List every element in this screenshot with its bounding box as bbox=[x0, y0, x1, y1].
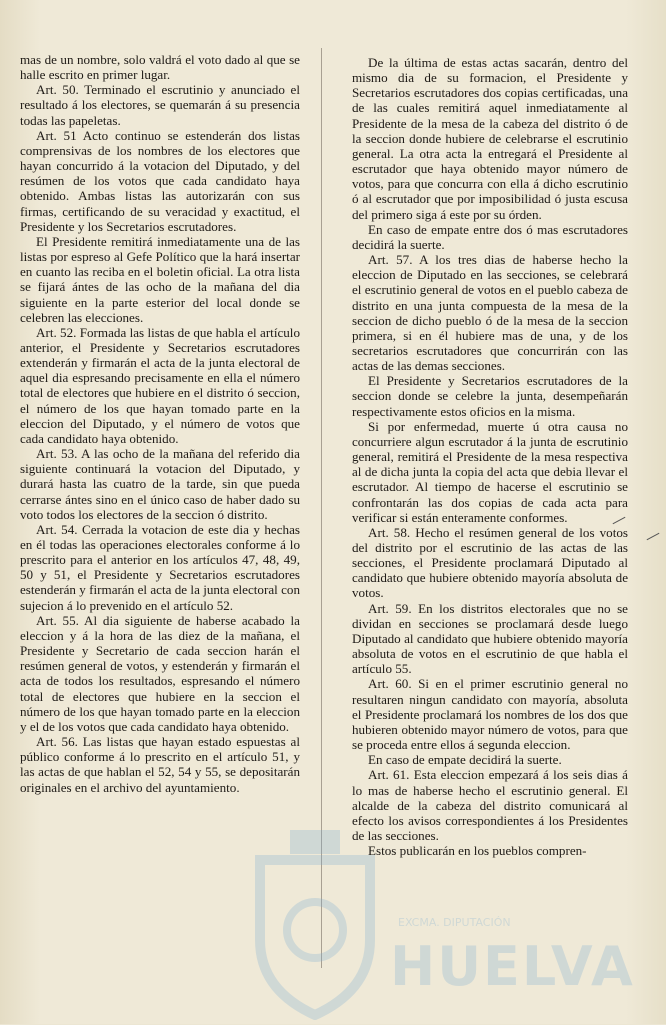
watermark-text: HUELVA bbox=[390, 935, 635, 998]
paragraph: Art. 52. Formada las listas de que habla el artículo anterior, el Presidente y Secretarios escrutadores extenderán y firmarán el acta de la junta electoral de aquel dia espresando precisamente en ella el número total de electores que hubiere en el distrito ó seccion, el número de los que hayan tomado parte en la eleccion del Diputado, y el número de votos que cada candidato haya obtenido. bbox=[20, 324, 300, 446]
paragraph: Art. 55. Al dia siguiente de haberse acabado la eleccion y á la hora de las diez de la mañana, el Presidente y Secretario de cada seccion harán el resúmen general de votos, y estenderán y firmarán el acta de todos los resultados, espresando el número total de electores que hubiere en la seccion el número de los que hayan tomado parte en la eleccion y el de los votos que cada candidato haya obtenido. bbox=[20, 612, 300, 734]
left-text-column bbox=[20, 52, 300, 795]
paragraph: Art. 61. Esta eleccion empezará á los seis dias á lo mas de haberse hecho el escrutinio general. El alcalde de la cabeza del distrito comunicará al efecto los avisos correspondientes á los Presidentes de las secciones. bbox=[352, 767, 628, 843]
paragraph: De la última de estas actas sacarán, dentro del mismo dia de su formacion, el Presidente y Secretarios escrutadores dos copias certificadas, una de las cuales remitirá aquel inmediatamente al Presidente de la mesa de la cabeza del distrito ó de la seccion donde hubiere de celebrarse el escrutinio general. La otra acta la entregará el Presidente al escrutador que haya obtenido mayor número de votos, para que concurra con ella á dicho escrutinio ó al escrutador que por imposibilidad ó justa escusa del primero siga á este por su órden. bbox=[352, 55, 628, 222]
paragraph: Art. 53. A las ocho de la mañana del referido dia siguiente continuará la votacion del Diputado, y durará hasta las cuatro de la tarde, sin que pueda cerrarse ántes sino en el único caso de haber dado su voto todos los electores de la seccion ó distrito. bbox=[20, 446, 300, 522]
paragraph: Art. 59. En los distritos electorales que no se dividan en secciones se proclamará desde luego Diputado al candidato que hubiere obtenido mayoría absoluta de votos en el escrutinio de que habla el artículo 55. bbox=[352, 600, 628, 677]
column-divider bbox=[321, 48, 322, 968]
watermark-small-text: EXCMA. DIPUTACIÓN bbox=[398, 916, 511, 929]
paragraph: Art. 51 Acto continuo se estenderán dos listas comprensivas de los nombres de los electores que hayan concurrido á la votacion del Diputado, y del resúmen de los votos que cada candidato haya obtenido. Ambas listas las autorizarán con sus firmas, certificando de su veracidad y exactitud, el Presidente y los Secretarios escrutadores. bbox=[20, 127, 300, 234]
paragraph: Si por enfermedad, muerte ú otra causa no concurriere algun escrutador á la junta de escrutinio general, remitirá el Presidente de la mesa respectiva al de dicha junta la copia del acta que debia llevar el escrutador. Al tiempo de hacerse el escrutinio se confrontarán las dos copias de cada acta para verificar si están enteramente conformes. bbox=[352, 418, 628, 525]
paragraph: mas de un nombre, solo valdrá el voto dado al que se halle escrito en primer lugar. bbox=[20, 52, 300, 83]
paragraph: Art. 58. Hecho el resúmen general de los votos del distrito por el escrutinio de las actas de las secciones, el Presidente proclamará Diputado al candidato que hubiere obtenido mayoría absoluta de votos. bbox=[352, 524, 628, 601]
paragraph: El Presidente y Secretarios escrutadores de la seccion donde se celebre la junta, desempeñarán respectivamente estos oficios en la misma. bbox=[352, 373, 628, 419]
paragraph: En caso de empate entre dos ó mas escrutadores decidirá la suerte. bbox=[352, 221, 628, 252]
paragraph: Art. 54. Cerrada la votacion de este dia y hechas en él todas las operaciones electorales conforme á lo prescrito para el anterior en los artículos 47, 48, 49, 50 y 51, el Presidente y Secretarios escrutadores estenderán y firmarán el acta de la junta electoral con sujecion á lo prevenido en el artículo 52. bbox=[20, 521, 300, 613]
paragraph: Art. 60. Si en el primer escrutinio general no resultaren ningun candidato con mayoría, absoluta el Presidente proclamará los nombres de los dos que hubieren obtenido mayor número de votos, para que se proceda entre ellos á segunda eleccion. bbox=[352, 676, 628, 753]
right-text-column bbox=[352, 55, 628, 858]
margin-mark bbox=[647, 533, 660, 540]
paragraph: En caso de empate decidirá la suerte. bbox=[368, 752, 562, 768]
paragraph: Art. 57. A los tres dias de haberse hecho la eleccion de Diputado en las secciones, se celebrará el escrutinio general de votos en el pueblo cabeza de distrito en una junta compuesta de la mesa de la seccion de dicho pueblo ó de la mesa de la seccion primera, si en él hubiere mas de una, y de los secretarios escrutadores que concurrirán con las actas de las demas secciones. bbox=[352, 252, 628, 374]
paragraph: Art. 50. Terminado el escrutinio y anunciado el resultado á los electores, se quemarán á su presencia todas las papeletas. bbox=[20, 82, 300, 128]
paragraph: El Presidente remitirá inmediatamente una de las listas por espreso al Gefe Político que la hará insertar en cuanto las reciba en el boletin oficial. La otra lista se fijará ántes de las ocho de la mañana del dia siguiente en la parte esterior del local donde se celebren las elecciones. bbox=[20, 233, 300, 325]
paragraph: Art. 56. Las listas que hayan estado espuestas al público conforme á lo prescrito en el artículo 51, y las actas de que hablan el 52, 54 y 55, se depositarán originales en el archivo del ayuntamiento. bbox=[20, 734, 300, 795]
paragraph: Estos publicarán en los pueblos compren- bbox=[368, 843, 587, 859]
